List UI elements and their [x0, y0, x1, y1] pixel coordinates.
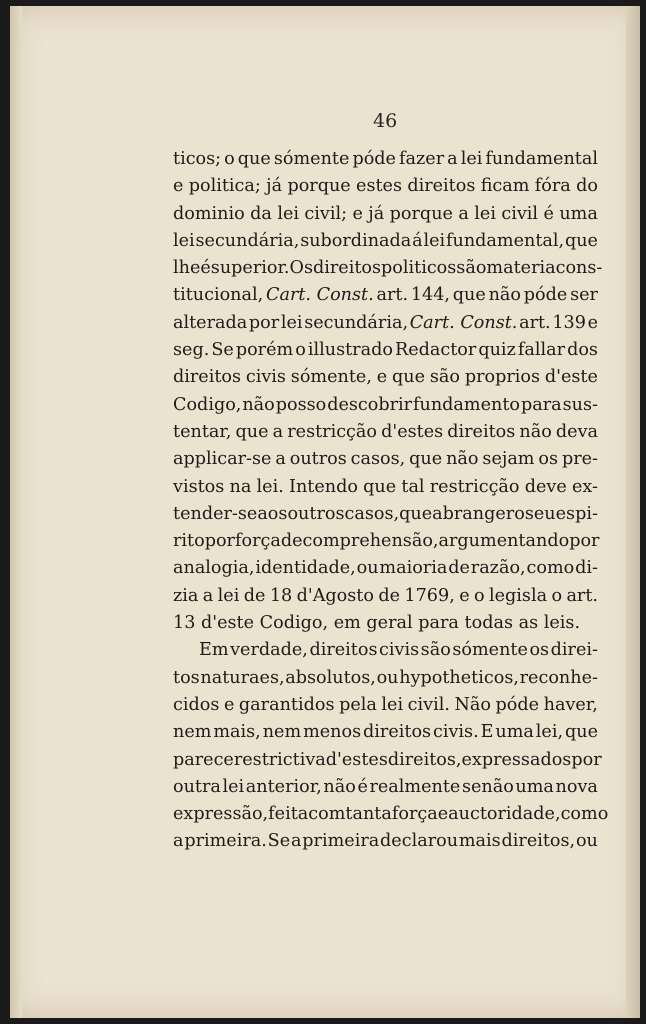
word: porém — [235, 340, 294, 361]
word: dominio — [173, 203, 245, 224]
word: que — [237, 149, 271, 169]
word: fundamento — [413, 394, 521, 415]
word: ou — [356, 558, 379, 579]
word: casos, — [350, 449, 406, 470]
word: nova — [555, 776, 598, 797]
word: Codigo, — [259, 613, 329, 634]
page-right-edge — [626, 6, 640, 1018]
word: lei. — [256, 476, 284, 497]
word: para — [418, 613, 459, 634]
word: que — [235, 421, 269, 442]
word: Se — [211, 340, 234, 361]
word: não — [446, 449, 479, 470]
text-line — [173, 692, 598, 719]
word: direitos, — [387, 749, 462, 770]
word: e — [587, 312, 598, 333]
word: comprehensão, — [302, 531, 439, 552]
word: absolutos, — [285, 667, 376, 688]
word: direi- — [550, 640, 598, 661]
word: que — [564, 722, 598, 743]
text-line — [173, 501, 598, 528]
text-line — [173, 610, 598, 637]
word: subordinada — [300, 230, 412, 251]
word: declarou — [380, 831, 459, 852]
word: secundária, — [195, 230, 300, 251]
word: fóra — [534, 176, 571, 197]
word: a — [173, 831, 184, 852]
text-line — [173, 446, 598, 473]
word: 144, — [410, 285, 451, 306]
word: ou — [376, 667, 399, 688]
word: a — [447, 149, 458, 169]
word: que — [399, 503, 433, 524]
word: uma — [559, 203, 598, 224]
word: força — [391, 804, 438, 825]
word: secundária, — [304, 312, 409, 333]
word: lei — [217, 585, 240, 606]
word: menos — [303, 722, 362, 743]
word: mais — [458, 831, 501, 852]
word: alterada — [173, 312, 248, 333]
word: lei, — [535, 722, 564, 743]
word: legisla — [488, 585, 548, 606]
word: direitos — [312, 258, 382, 279]
word: civis — [245, 367, 286, 388]
word: primeira — [302, 831, 380, 852]
word: nem — [173, 722, 212, 743]
word: cons- — [555, 258, 603, 279]
word: verdade, — [230, 640, 308, 661]
word: di- — [575, 558, 598, 579]
word: em — [333, 613, 361, 634]
word: de — [243, 585, 266, 606]
word: já — [368, 203, 385, 224]
word: Em — [199, 640, 229, 661]
text-line — [173, 255, 603, 282]
word: lei — [423, 230, 446, 251]
word: que — [452, 285, 486, 306]
word: e — [376, 367, 388, 388]
word: 1769, — [404, 585, 455, 606]
word: é — [200, 258, 211, 279]
word: o — [224, 149, 235, 169]
word: lei — [222, 776, 245, 797]
word: como — [526, 558, 575, 579]
word: Cart. Const. — [266, 285, 374, 306]
text-line — [173, 555, 598, 582]
word: descobrir — [327, 394, 413, 415]
word: os — [529, 640, 550, 661]
word: quiz — [478, 340, 516, 361]
word: politica; — [188, 176, 261, 197]
word: as — [518, 613, 539, 634]
word: leis. — [543, 613, 581, 634]
word: espi- — [555, 503, 598, 524]
word: garantidos — [238, 694, 335, 715]
word: tanta — [345, 804, 392, 825]
word: e — [352, 203, 363, 224]
word: vistos — [173, 476, 225, 497]
word: a — [458, 203, 469, 224]
word: o — [514, 503, 525, 524]
word: aos — [257, 503, 288, 524]
word: outros — [289, 449, 347, 470]
word: razão, — [470, 558, 526, 579]
word: que — [363, 476, 397, 497]
word: haver, — [543, 694, 598, 715]
word: seg. — [173, 340, 210, 361]
word: direitos — [173, 367, 242, 388]
word: por — [204, 531, 235, 552]
word: feita — [268, 804, 309, 825]
word: fallar — [517, 340, 566, 361]
word: lei — [474, 203, 496, 224]
word: é — [357, 776, 368, 797]
word: de — [378, 585, 401, 606]
word: lhe — [173, 258, 201, 279]
word: senão — [461, 776, 514, 797]
word: E — [480, 722, 494, 743]
word: civis. — [433, 722, 479, 743]
word: abranger — [432, 503, 515, 524]
word: realmente — [369, 776, 461, 797]
word: são — [429, 367, 461, 388]
text-line — [173, 583, 598, 610]
word: póde — [352, 149, 396, 169]
word: não — [323, 776, 356, 797]
word: illustrado — [307, 340, 393, 361]
word: ex- — [571, 476, 598, 497]
word: sus- — [562, 394, 598, 415]
word: ficam — [480, 176, 530, 197]
word: que — [409, 449, 443, 470]
word: auctoridade, — [448, 804, 561, 825]
word: fundamental — [485, 149, 598, 169]
word: posso — [275, 394, 327, 415]
word: porque — [287, 176, 351, 197]
word: tentar, — [173, 421, 232, 442]
text-line — [173, 364, 598, 391]
page-left-edge — [10, 6, 22, 1018]
word: direitos — [309, 640, 378, 661]
text-line — [173, 392, 598, 419]
word: tender-se — [173, 503, 258, 524]
word: Codigo, — [173, 394, 242, 415]
word: é — [543, 203, 554, 224]
word: outros — [287, 503, 345, 524]
text-line — [173, 747, 602, 774]
word: sómente — [273, 149, 350, 169]
word: como — [560, 804, 609, 825]
word: reconhe- — [519, 667, 598, 688]
word: pela — [339, 694, 377, 715]
word: por — [248, 312, 280, 333]
word: zia — [173, 585, 199, 606]
word: direitos — [363, 722, 432, 743]
word: lei — [280, 312, 303, 333]
word: identidade, — [255, 558, 356, 579]
word: a — [202, 585, 214, 606]
word: não — [519, 421, 552, 442]
word: com — [308, 804, 346, 825]
word: civil; — [304, 203, 348, 224]
word: Não — [454, 694, 491, 715]
text-line — [173, 228, 598, 255]
word: naturaes, — [200, 667, 285, 688]
word: tal — [401, 476, 425, 497]
word: deva — [555, 421, 598, 442]
word: para — [520, 394, 562, 415]
word: já — [266, 176, 283, 197]
text-line — [173, 337, 598, 364]
word: d'este — [201, 613, 255, 634]
word: por — [569, 531, 600, 552]
word: applicar-se — [173, 449, 272, 470]
word: de — [448, 558, 470, 579]
word: os — [538, 449, 559, 470]
word: art. — [566, 585, 598, 606]
word: que — [564, 230, 598, 251]
word: Os — [289, 258, 313, 279]
word: do — [576, 176, 598, 197]
word: pre- — [561, 449, 598, 470]
text-line — [173, 419, 598, 446]
word: lei — [460, 149, 483, 169]
word: d'estes — [325, 749, 388, 770]
word: anterior, — [245, 776, 322, 797]
word: geral — [366, 613, 413, 634]
word: por — [571, 749, 602, 770]
word: lei — [277, 203, 299, 224]
text-line — [173, 173, 598, 200]
word: á — [412, 230, 423, 251]
word: e — [223, 694, 235, 715]
word: e — [173, 176, 184, 197]
word: casos, — [344, 503, 400, 524]
text-line — [173, 528, 598, 555]
word: dos — [567, 340, 598, 361]
word: 139 — [552, 312, 586, 333]
word: e — [459, 585, 470, 606]
word: porque — [389, 203, 453, 224]
word: d'Agosto — [296, 585, 374, 606]
word: e — [437, 804, 449, 825]
word: superior. — [210, 258, 290, 279]
word: sejam — [482, 449, 535, 470]
word: restricção — [429, 476, 520, 497]
word: da — [250, 203, 272, 224]
word: a — [272, 421, 284, 442]
word: hypotheticos, — [399, 667, 519, 688]
text-line — [173, 719, 598, 746]
word: direitos, — [501, 831, 576, 852]
text-line — [173, 637, 598, 664]
word: d'este — [544, 367, 598, 388]
text-line — [173, 774, 598, 801]
word: Se — [267, 831, 291, 852]
word: tos — [173, 667, 200, 688]
word: uma — [515, 776, 554, 797]
word: civis — [379, 640, 420, 661]
word: art. — [376, 285, 409, 306]
word: ser — [570, 285, 598, 306]
word: de — [280, 531, 303, 552]
word: civil. — [407, 694, 450, 715]
word: d'estes — [381, 421, 444, 442]
text-line — [173, 801, 609, 828]
word: ticos; — [173, 149, 222, 169]
text-line — [173, 828, 598, 855]
word: são — [456, 258, 487, 279]
word: rito — [173, 531, 205, 552]
word: na — [229, 476, 252, 497]
word: a — [275, 449, 286, 470]
word: póde — [523, 285, 568, 306]
word: cidos — [173, 694, 220, 715]
word: Redactor — [394, 340, 477, 361]
word: que — [392, 367, 426, 388]
word: ou — [575, 831, 598, 852]
word: póde — [495, 694, 540, 715]
word: expressão, — [173, 804, 269, 825]
text-line — [173, 201, 598, 228]
word: expressados — [461, 749, 572, 770]
text-line — [173, 474, 598, 501]
word: restricção — [287, 421, 377, 442]
word: civil — [501, 203, 539, 224]
word: o — [474, 585, 485, 606]
word: todas — [464, 613, 513, 634]
text-line — [173, 310, 598, 337]
book-page — [10, 6, 640, 1018]
word: politicos — [381, 258, 457, 279]
word: materia — [486, 258, 556, 279]
word: outra — [173, 776, 221, 797]
word: uma — [495, 722, 534, 743]
word: direitos — [407, 176, 476, 197]
word: força — [234, 531, 281, 552]
word: o — [551, 585, 563, 606]
word: Intendo — [289, 476, 358, 497]
word: analogia, — [173, 558, 255, 579]
word: Cart. Const. — [409, 312, 518, 333]
word: sómente, — [290, 367, 372, 388]
page-number: 46 — [373, 110, 398, 132]
word: sómente — [452, 640, 528, 661]
word: direitos — [447, 421, 516, 442]
text-line — [173, 146, 598, 173]
word: lei — [381, 694, 404, 715]
word: 18 — [269, 585, 293, 606]
word: seu — [524, 503, 556, 524]
body-text — [173, 146, 609, 856]
word: fazer — [399, 149, 445, 169]
word: estes — [356, 176, 402, 197]
word: deve — [524, 476, 567, 497]
word: o — [295, 340, 306, 361]
text-line — [173, 665, 598, 692]
word: a — [290, 831, 302, 852]
word: titucional, — [173, 285, 264, 306]
text-line — [173, 282, 598, 309]
word: proprios — [464, 367, 541, 388]
word: art. — [519, 312, 551, 333]
word: primeira. — [184, 831, 267, 852]
word: fundamental, — [445, 230, 565, 251]
word: maioria — [379, 558, 448, 579]
word: não — [488, 285, 522, 306]
word: são — [420, 640, 451, 661]
word: lei — [173, 230, 195, 251]
word: 13 — [173, 613, 196, 634]
word: nem — [262, 722, 302, 743]
word: argumentando — [438, 531, 570, 552]
word: restrictiva — [233, 749, 326, 770]
word: não — [242, 394, 275, 415]
word: parece — [173, 749, 234, 770]
word: mais, — [213, 722, 261, 743]
